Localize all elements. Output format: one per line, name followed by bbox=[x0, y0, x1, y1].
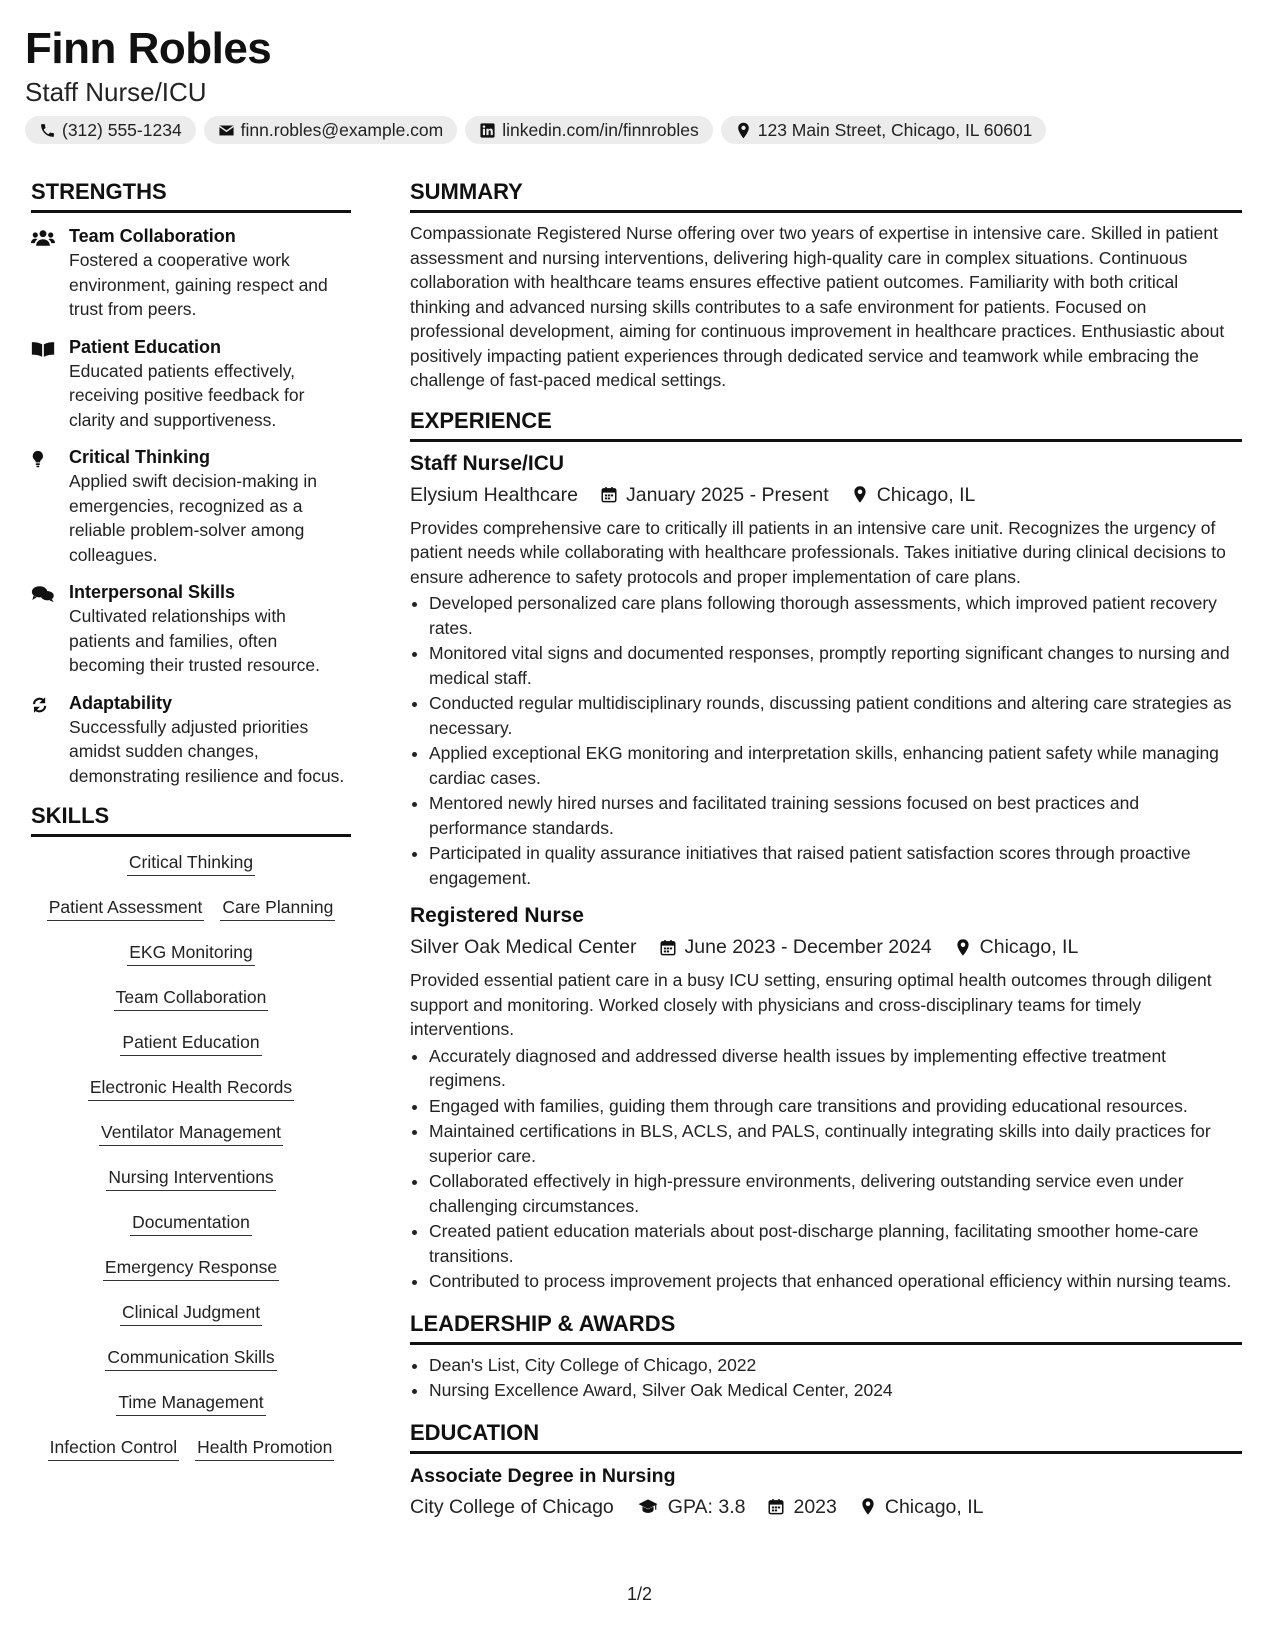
degree-title: Associate Degree in Nursing bbox=[410, 1464, 676, 1487]
calendar-icon bbox=[767, 1497, 785, 1516]
calendar-icon bbox=[659, 938, 677, 957]
strength-title: Adaptability bbox=[69, 692, 173, 713]
job-title: Registered Nurse bbox=[410, 904, 584, 927]
job-title: Staff Nurse/ICU bbox=[410, 451, 565, 475]
contact-linkedin[interactable] bbox=[465, 116, 713, 144]
strength-item bbox=[31, 581, 351, 678]
skill-tag: Communication Skills bbox=[105, 1344, 276, 1371]
contact-email-text: finn.robles@example.com bbox=[240, 119, 444, 140]
job-description: Provides comprehensive care to critically ill patients in an intensive care unit. Recognizes the urgency of patient needs while collaborating with healthcare professionals. Takes initiative during clinical decisions to ensure adherence to safety protocols and proper implementation of care plans. bbox=[410, 517, 1226, 587]
map-pin-icon bbox=[735, 122, 752, 139]
skill-tag: Nursing Interventions bbox=[106, 1164, 275, 1191]
job-bullets bbox=[410, 1044, 1242, 1294]
skill-tag: Infection Control bbox=[48, 1434, 179, 1461]
refresh-icon bbox=[31, 695, 55, 715]
strength-title: Critical Thinking bbox=[69, 447, 211, 467]
contact-address[interactable] bbox=[721, 116, 1047, 144]
job-entry bbox=[410, 902, 1242, 1294]
job-meta bbox=[410, 480, 1242, 510]
map-pin-icon bbox=[954, 938, 972, 957]
chat-icon bbox=[31, 584, 55, 604]
strengths-list bbox=[31, 225, 351, 788]
right-column bbox=[410, 178, 1242, 1522]
page-number: 1/2 bbox=[627, 1584, 653, 1604]
bullet-item: • Developed personalized care plans following thorough assessments, which improved patient recovery rates. bbox=[429, 591, 1242, 640]
skill-tag: Health Promotion bbox=[195, 1434, 334, 1461]
summary-heading: SUMMARY bbox=[410, 178, 1242, 213]
strength-item bbox=[31, 336, 351, 433]
skills-list bbox=[31, 849, 351, 1479]
job-dates: January 2025 - Present bbox=[625, 483, 829, 506]
contact-email[interactable] bbox=[204, 116, 458, 144]
awards-heading: LEADERSHIP & AWARDS bbox=[410, 1310, 1242, 1345]
users-icon bbox=[31, 228, 55, 248]
job-bullets bbox=[410, 591, 1242, 890]
map-pin-icon bbox=[859, 1497, 877, 1516]
award-item: • Dean's List, City College of Chicago, 2022 bbox=[429, 1353, 1242, 1378]
strengths-heading: STRENGTHS bbox=[31, 178, 351, 213]
summary-text: Compassionate Registered Nurse offering over two years of expertise in intensive care. Skilled in patient assessment and nursing interventions, delivering high-quality care in complex situations. Continuous collaboration with healthcare teams ensures effective patient outcomes. Familiarity with both critical thinking and advanced nursing skills contributes to a safe environment for patients. Focused on professional development, aiming for continuous improvement in healthcare practices. Enthusiastic about positively impacting patient experiences through dedicated service and teamwork while embracing the challenge of fast-paced medical settings. bbox=[410, 223, 1225, 390]
strength-item bbox=[31, 446, 351, 567]
graduation-year: 2023 bbox=[793, 1495, 837, 1518]
skill-tag: Clinical Judgment bbox=[120, 1299, 262, 1326]
left-column bbox=[31, 178, 351, 1479]
skill-tag: EKG Monitoring bbox=[127, 939, 255, 966]
contact-linkedin-text: linkedin.com/in/finnrobles bbox=[502, 119, 699, 140]
job-dates: June 2023 - December 2024 bbox=[684, 936, 932, 958]
envelope-icon bbox=[218, 122, 235, 139]
school-name: City College of Chicago bbox=[410, 1495, 614, 1518]
contact-address-text: 123 Main Street, Chicago, IL 60601 bbox=[757, 119, 1033, 140]
bullet-item: • Accurately diagnosed and addressed diverse health issues by implementing effective treatment regimens. bbox=[429, 1044, 1242, 1093]
skill-tag: Critical Thinking bbox=[127, 849, 255, 876]
strength-desc: Cultivated relationships with patients and families, often becoming their trusted resource. bbox=[69, 606, 320, 675]
map-pin-icon bbox=[851, 485, 869, 504]
education-location: Chicago, IL bbox=[884, 1495, 984, 1518]
strength-desc: Successfully adjusted priorities amidst sudden changes, demonstrating resilience and focus. bbox=[69, 716, 345, 786]
bullet-item: • Engaged with families, guiding them through care transitions and providing educational resources. bbox=[429, 1094, 1242, 1119]
job-entry bbox=[410, 450, 1242, 891]
book-icon bbox=[31, 339, 55, 359]
strength-desc: Educated patients effectively, receiving positive feedback for clarity and supportiveness. bbox=[69, 360, 305, 430]
job-location: Chicago, IL bbox=[876, 483, 976, 506]
job-description: Provided essential patient care in a busy ICU setting, ensuring optimal health outcomes through diligent support and monitoring. Worked closely with physicians and cross-disciplinary teams for timely interventions. bbox=[410, 970, 1212, 1039]
bullet-item: • Participated in quality assurance initiatives that raised patient satisfaction scores through proactive engagement. bbox=[429, 841, 1242, 890]
bullet-item: • Applied exceptional EKG monitoring and interpretation skills, enhancing patient safety while managing cardiac cases. bbox=[429, 741, 1242, 790]
skill-tag: Time Management bbox=[116, 1389, 265, 1416]
awards-list bbox=[410, 1353, 1242, 1403]
skill-tag: Care Planning bbox=[220, 894, 335, 921]
phone-icon bbox=[39, 122, 56, 139]
skills-heading: SKILLS bbox=[31, 802, 351, 837]
company-name: Elysium Healthcare bbox=[410, 483, 578, 506]
skill-tag: Patient Assessment bbox=[47, 894, 205, 921]
skill-tag: Ventilator Management bbox=[99, 1119, 283, 1146]
strength-desc: Fostered a cooperative work environment, gaining respect and trust from peers. bbox=[69, 250, 328, 319]
strength-desc: Applied swift decision-making in emergencies, recognized as a reliable problem-solver among colleagues. bbox=[69, 471, 318, 565]
strength-item bbox=[31, 692, 351, 789]
graduation-cap-icon bbox=[636, 1497, 660, 1516]
award-item: • Nursing Excellence Award, Silver Oak Medical Center, 2024 bbox=[429, 1378, 1242, 1403]
bullet-item: • Collaborated effectively in high-pressure environments, delivering outstanding service even under challenging circumstances. bbox=[429, 1169, 1242, 1218]
education-meta bbox=[410, 1492, 1242, 1522]
skill-tag: Electronic Health Records bbox=[88, 1074, 294, 1101]
skill-tag: Team Collaboration bbox=[114, 984, 269, 1011]
bullet-item: • Monitored vital signs and documented responses, promptly reporting significant changes to nursing and medical staff. bbox=[429, 641, 1242, 690]
bullet-item: • Contributed to process improvement projects that enhanced operational efficiency within nursing teams. bbox=[429, 1269, 1242, 1294]
contact-phone-text: (312) 555-1234 bbox=[62, 119, 182, 140]
bullet-item: • Mentored newly hired nurses and facilitated training sessions focused on best practices and performance standards. bbox=[429, 791, 1242, 840]
bullet-item: • Created patient education materials about post-discharge planning, facilitating smoother home-care transitions. bbox=[429, 1219, 1242, 1268]
education-heading: EDUCATION bbox=[410, 1419, 1242, 1454]
gpa: GPA: 3.8 bbox=[667, 1495, 746, 1518]
bullet-item: • Conducted regular multidisciplinary rounds, discussing patient conditions and altering care strategies as necessary. bbox=[429, 691, 1242, 740]
skill-tag: Documentation bbox=[130, 1209, 252, 1236]
resume-header bbox=[25, 24, 1250, 144]
linkedin-icon bbox=[479, 122, 496, 139]
contact-phone[interactable] bbox=[25, 116, 196, 144]
experience-heading: EXPERIENCE bbox=[410, 407, 1242, 442]
candidate-title: Staff Nurse/ICU bbox=[25, 77, 207, 107]
bullet-item: • Maintained certifications in BLS, ACLS, and PALS, continually integrating skills into daily practices for superior care. bbox=[429, 1119, 1242, 1168]
contact-bar bbox=[25, 116, 1250, 144]
job-location: Chicago, IL bbox=[979, 936, 1079, 958]
calendar-icon bbox=[600, 485, 618, 504]
skill-tag: Emergency Response bbox=[103, 1254, 279, 1281]
candidate-name: Finn Robles bbox=[25, 24, 272, 73]
strength-title: Patient Education bbox=[69, 336, 222, 357]
strength-title: Team Collaboration bbox=[69, 226, 236, 246]
company-name: Silver Oak Medical Center bbox=[410, 936, 637, 958]
strength-title: Interpersonal Skills bbox=[69, 582, 236, 602]
lightbulb-icon bbox=[31, 449, 55, 469]
strength-item bbox=[31, 225, 351, 322]
job-meta bbox=[410, 932, 1242, 962]
skill-tag: Patient Education bbox=[120, 1029, 261, 1056]
